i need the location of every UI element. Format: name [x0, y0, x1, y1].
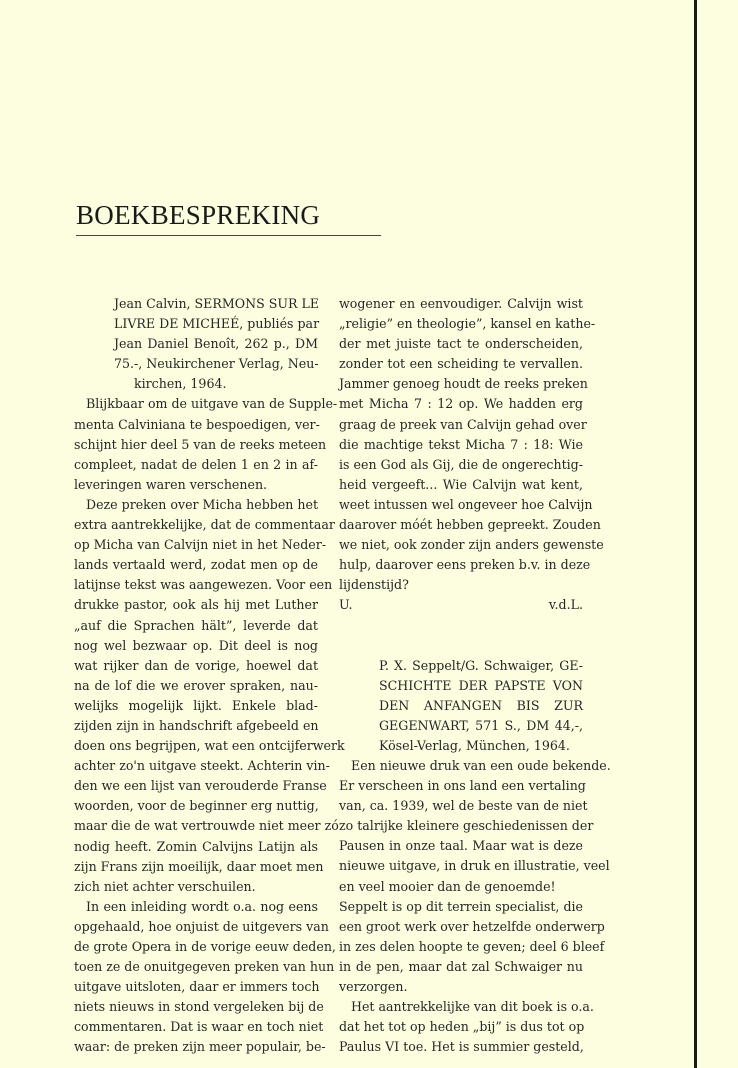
text-line: op Micha van Calvijn niet in het Neder-: [74, 537, 327, 553]
text-line: nieuwe uitgave, in druk en illustratie, veel: [339, 858, 610, 874]
text-line: hulp, daarover eens preken b.v. in deze: [339, 557, 591, 573]
text-line: Paulus VI toe. Het is summier gesteld,: [339, 1039, 584, 1055]
text-line: wat rijker dan de vorige, hoewel dat: [74, 657, 318, 673]
text-line: die machtige tekst Micha 7 : 18: Wie: [339, 436, 583, 452]
section-gap: [339, 616, 583, 656]
text-line: een groot werk over hetzelfde onderwerp: [339, 918, 605, 934]
text-line: P. X. Seppelt/G. Schwaiger, GE-: [379, 657, 583, 673]
text-line: Kösel-Verlag, München, 1964.: [379, 737, 570, 753]
text-line: nodig heeft. Zomin Calvijns Latijn als: [74, 838, 318, 854]
text-line: leveringen waren verschenen.: [74, 476, 268, 492]
text-line: toen ze de onuitgegeven preken van hun: [74, 959, 335, 975]
text-line: latijnse tekst was aangewezen. Voor een: [74, 577, 333, 593]
text-line: in zes delen hoopte te geven; deel 6 bleef: [339, 938, 605, 954]
text-line: Het aantrekkelijke van dit boek is o.a.: [351, 999, 594, 1015]
text-line: lands vertaald werd, zodat men op de: [74, 557, 318, 573]
text-line: Er verscheen in ons land een vertaling: [339, 778, 586, 794]
text-line: graag de preek van Calvijn gehad over: [339, 416, 587, 432]
text-line: de grote Opera in de vorige eeuw deden,: [74, 939, 336, 954]
text-line: we niet, ook zonder zijn anders gewenste: [339, 537, 604, 553]
text-line: nog wel bezwaar op. Dit deel is nog: [74, 637, 318, 653]
text-line: niets nieuws in stond vergeleken bij de: [74, 999, 324, 1015]
text-line: na de lof die we erover spraken, nau-: [74, 677, 318, 693]
text-line: woorden, voor de beginner erg nuttig,: [74, 798, 319, 814]
text-line: lijdenstijd?: [339, 577, 409, 593]
text-line: daarover móét hebben gepreekt. Zouden: [339, 517, 601, 533]
text-line: „religie” en theologie”, kansel en kathe-: [339, 316, 596, 332]
text-line: Een nieuwe druk van een oude bekende.: [351, 757, 611, 773]
text-line: verzorgen.: [339, 979, 408, 994]
text-line: zich niet achter verschuilen.: [74, 878, 256, 894]
page-heading: BOEKBESPREKING: [76, 200, 321, 230]
text-line: SCHICHTE DER PAPSTE VON: [379, 677, 583, 693]
text-line: GEGENWART, 571 S., DM 44,-,: [379, 717, 583, 733]
text-line: Jean Calvin, SERMONS SUR LE: [114, 296, 320, 311]
text-line: extra aantrekkelijke, dat de commentaar: [74, 517, 335, 533]
text-line: der met juiste tact te onderscheiden,: [339, 336, 583, 352]
text-line: Deze preken over Micha hebben het: [86, 496, 319, 512]
text-line: Blijkbaar om de uitgave van de Supple-: [86, 396, 338, 412]
text-line: heid vergeeft... Wie Calvijn wat kent,: [339, 476, 583, 492]
text-line: achter zo'n uitgave steekt. Achterin vin-: [74, 758, 330, 774]
text-line: doen ons begrijpen, wat een ontcijferwerk: [74, 738, 345, 754]
text-line: „auf die Sprachen hält”, leverde dat: [74, 617, 318, 633]
left-column: [74, 294, 345, 1058]
text-line: waar: de preken zijn meer populair, be-: [74, 1039, 326, 1055]
text-line: commentaren. Dat is waar en toch niet: [74, 1019, 324, 1035]
text-line: met Micha 7 : 12 op. We hadden erg: [339, 396, 583, 412]
heading-underline: [76, 235, 381, 236]
text-line: drukke pastor, ook als hij met Luther: [74, 597, 318, 613]
text-line: In een inleiding wordt o.a. nog eens: [86, 898, 318, 914]
text-line: zijn Frans zijn moeilijk, daar moet men: [74, 858, 324, 874]
text-line: wogener en eenvoudiger. Calvijn wist: [339, 296, 583, 311]
text-line: zo talrijke kleinere geschiedenissen der: [339, 818, 594, 834]
text-line: opgehaald, hoe onjuist de uitgevers van: [74, 918, 329, 934]
text-line: welijks mogelijk lijkt. Enkele blad-: [74, 697, 318, 713]
text-line: menta Calviniana te bespoedigen, ver-: [74, 416, 320, 432]
text-line: zonder tot een scheiding te vervallen.: [339, 356, 583, 372]
text-line: Jammer genoeg houdt de reeks preken: [339, 376, 588, 392]
text-line: in de pen, maar dat zal Schwaiger nu: [339, 958, 583, 974]
text-line: Pausen in onze taal. Maar wat is deze: [339, 838, 583, 854]
text-line: weet intussen wel ongeveer hoe Calvijn: [339, 496, 593, 512]
text-line: LIVRE DE MICHEÉ, publiés par: [114, 316, 320, 332]
text-line: van, ca. 1939, wel de beste van de niet: [339, 798, 588, 814]
text-line: en veel mooier dan de genoemde!: [339, 878, 556, 894]
text-line: dat het tot op heden „bij” is dus tot op: [339, 1019, 585, 1035]
text-line: 75.-, Neukirchener Verlag, Neu-: [114, 356, 319, 372]
text-line: compleet, nadat de delen 1 en 2 in af-: [74, 456, 318, 472]
text-line: zijden zijn in handschrift afgebeeld en: [74, 717, 319, 733]
text-line: den we een lijst van verouderde Franse: [74, 778, 327, 794]
text-line: is een God als Gij, die de ongerechtig-: [339, 456, 583, 472]
text-line: schijnt hier deel 5 van de reeks meteen: [74, 436, 327, 452]
text-line: uitgave uitsloten, daar er immers toch: [74, 979, 320, 995]
text-line: kirchen, 1964.: [134, 376, 227, 392]
text-line: Jean Daniel Benoît, 262 p., DM: [114, 336, 318, 352]
text-line: U. v.d.L.: [339, 597, 583, 613]
text-line: DEN ANFANGEN BIS ZUR: [379, 697, 583, 713]
text-line: maar die de wat vertrouwde niet meer zó: [74, 818, 339, 834]
page-edge-rule: [694, 0, 697, 1068]
right-column: [339, 294, 611, 1057]
text-line: Seppelt is op dit terrein specialist, die: [339, 898, 583, 914]
